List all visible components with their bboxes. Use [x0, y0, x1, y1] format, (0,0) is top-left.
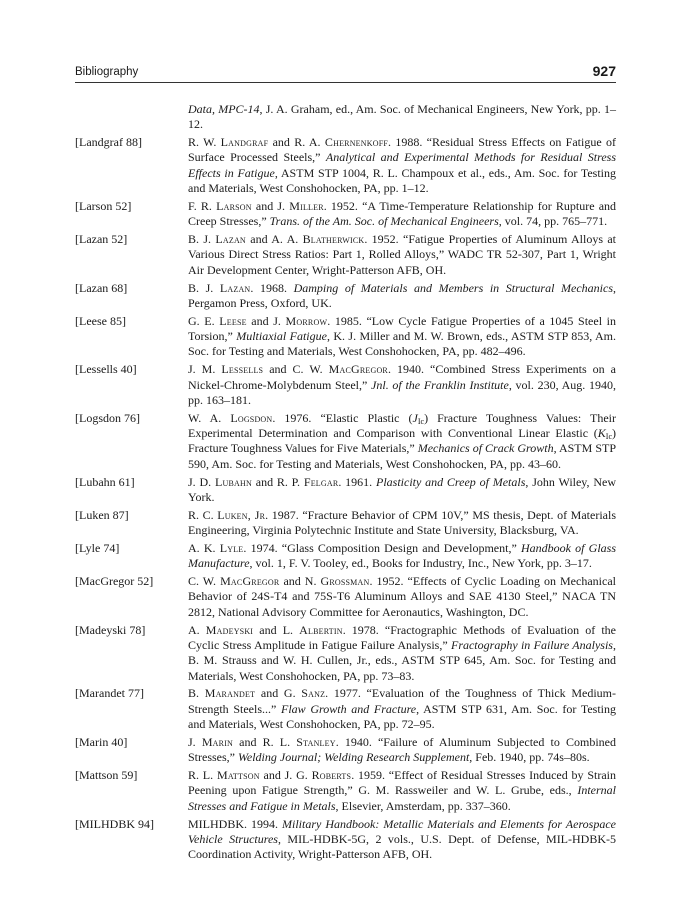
author-name: Albertin: [299, 622, 343, 637]
citation-segment: , John Wiley, New York.: [188, 474, 616, 504]
citation-segment: A. K.: [188, 540, 220, 555]
citation-text: [188, 475, 616, 506]
bibliography-list: [75, 102, 616, 865]
citation-segment: , Elsevier, Amsterdam, pp. 337–360.: [335, 798, 511, 813]
citation-segment: ) Fracture Toughness Values for Five Materials,”: [188, 426, 616, 456]
citation-key: [Lyle 74]: [75, 540, 120, 555]
citation-segment: B. J.: [188, 232, 216, 247]
bibliography-entry: [75, 508, 616, 539]
citation-segment: , MIL-HDBK-5G, 2 vols., U.S. Dept. of Defense, MIL-HDBK-5 Coordination Activity, Wright-Patterson AFB, OH.: [188, 831, 617, 862]
title-text: Jnl. of the Franklin Institute: [371, 377, 509, 392]
citation-key: [Marin 40]: [75, 734, 128, 749]
citation-text: [188, 574, 616, 620]
citation-key: [Luken 87]: [75, 507, 129, 522]
bibliography-entry: [75, 411, 616, 472]
bibliography-entry: [75, 362, 616, 408]
citation-segment: . 1952. “Effects of Cyclic Loading on Mechanical Behavior of 24S-T4 and 75S-T6 Aluminum Alloys and SAE 4130 Steel,” NACA TN 2812, National Advisory Committee for Aeronautics, Washington, DC.: [188, 574, 616, 619]
citation-segment: , vol. 74, pp. 765–771.: [498, 214, 608, 229]
citation-segment: C. W.: [188, 574, 221, 589]
bibliography-entry: [75, 817, 616, 863]
author-name: Lyle: [219, 540, 244, 555]
author-name: Lazan: [219, 280, 251, 295]
citation-segment: , Feb. 1940, pp. 74s–80s.: [469, 750, 590, 765]
title-text: Mechanics of Crack Growth: [417, 441, 554, 456]
citation-segment: . 1968.: [250, 280, 294, 295]
citation-key: [Landgraf 88]: [75, 135, 142, 150]
bibliography-entry: [75, 686, 616, 732]
author-name: Grossman: [320, 574, 370, 589]
author-name: Blatherwick: [302, 232, 365, 247]
citation-segment: and J. G.: [259, 768, 312, 783]
citation-text: [188, 411, 616, 472]
author-name: Chernenkoff: [324, 135, 388, 150]
citation-segment: and J.: [251, 198, 290, 213]
title-text: Trans. of the Am. Soc. of Mechanical Engineers: [269, 214, 499, 229]
citation-segment: and G.: [255, 686, 302, 701]
bibliography-entry: [75, 768, 616, 814]
subscript: Ic: [605, 432, 612, 442]
author-name: Landgraf: [220, 135, 269, 150]
title-text: Data, MPC-14: [188, 102, 260, 116]
citation-key: [Madeyski 78]: [75, 622, 146, 637]
citation-segment: and L.: [253, 622, 300, 637]
citation-segment: , Pergamon Press, Oxford, UK.: [188, 280, 616, 310]
citation-text: [188, 199, 616, 230]
citation-key: [Mattson 59]: [75, 768, 138, 783]
citation-segment: , ASTM STP 1004, R. L. Champoux et al., eds., Am. Soc. for Testing and Materials, West Conshohocken, PA, pp. 1–12.: [188, 165, 617, 196]
subscript: Ic: [417, 416, 425, 426]
author-name: Felgar: [303, 474, 339, 489]
citation-segment: , ASTM STP 631, Am. Soc. for Testing and Materials, West Conshohocken, PA, pp. 72–95.: [188, 701, 616, 731]
citation-segment: , ASTM STP 590, Am. Soc. for Testing and Materials, West Conshohocken, PA, pp. 43–60.: [188, 441, 616, 471]
title-text: Multiaxial Fatigue: [236, 329, 327, 344]
citation-segment: , vol. 230, Aug. 1940, pp. 163–181.: [188, 377, 617, 407]
author-name: Miller: [289, 198, 324, 213]
citation-segment: . 1977. “Evaluation of the Toughness of Thick Medium-Strength Steels...”: [188, 686, 616, 716]
title-text: Welding Journal; Welding Research Supplement: [238, 750, 470, 765]
citation-text: [188, 686, 616, 732]
citation-segment: MILHDBK. 1994.: [188, 816, 283, 831]
author-name: Luken, Jr: [217, 507, 266, 522]
page-number: 927: [592, 63, 616, 79]
citation-segment: , K. J. Miller and M. W. Brown, eds., ASTM STP 853, Am. Soc. for Testing and Materials, West Conshohocken, PA, pp. 482–496.: [188, 329, 616, 359]
citation-key: [MacGregor 52]: [75, 574, 154, 589]
citation-segment: ) Fracture Toughness Values: Their Experimental Determination and Comparison with Conventional Linear Elastic (: [188, 410, 617, 441]
citation-segment: . 1976. “Elastic Plastic (: [272, 410, 413, 425]
citation-segment: R. W.: [188, 135, 221, 150]
author-name: Leese: [219, 313, 247, 328]
bibliography-entry: [75, 574, 616, 620]
citation-text: [188, 135, 616, 196]
title-text: Damping of Materials and Members in Structural Mechanics: [293, 280, 613, 295]
citation-text: [188, 508, 616, 539]
bibliography-entry: [75, 199, 616, 230]
citation-segment: G. E.: [188, 313, 220, 328]
citation-segment: . 1952. “Fatigue Properties of Aluminum Alloys at Various Direct Stress Ratios: Part 1, Rolled Alloys,” WADC TR 52-307, Part 1, Wright Air Development Center, Wright-Patterson AFB, OH.: [188, 232, 616, 277]
bibliography-entry: [75, 135, 616, 196]
citation-segment: and C. W.: [263, 362, 329, 377]
citation-segment: W. A.: [188, 410, 231, 425]
author-name: Madeyski: [205, 622, 254, 637]
citation-segment: , vol. 1, F. V. Tooley, ed., Books for Industry, Inc., New York, pp. 3–17.: [249, 556, 592, 571]
author-name: Logsdon: [230, 410, 273, 425]
citation-text: [188, 314, 616, 360]
citation-text: [188, 623, 616, 684]
citation-segment: , B. M. Strauss and W. H. Cullen, Jr., eds., ASTM STP 645, Am. Soc. for Testing and Materials, West Conshohocken, PA, pp. 73–83.: [188, 637, 616, 683]
citation-segment: F. R.: [188, 198, 217, 213]
citation-segment: R. C.: [188, 507, 218, 522]
page-header: [75, 64, 616, 83]
citation-segment: A.: [188, 622, 206, 637]
title-text: Military Handbook: Metallic Materials and Elements for Aerospace Vehicle Structures: [188, 816, 616, 846]
citation-segment: B.: [188, 686, 205, 701]
bibliography-entry: [75, 232, 616, 278]
citation-segment: R. L.: [188, 768, 217, 783]
citation-segment: . 1987. “Fracture Behavior of CPM 10V,” MS thesis, Dept. of Materials Engineering, Virginia Polytechnic Institute and State University, Blacksburg, VA.: [188, 507, 616, 538]
citation-segment: . 1985. “Low Cycle Fatigue Properties of a 1045 Steel in Torsion,”: [188, 313, 616, 344]
citation-key: [Logsdon 76]: [75, 410, 140, 425]
author-name: Marin: [201, 734, 234, 749]
citation-key: [Leese 85]: [75, 313, 126, 328]
citation-text: [188, 281, 616, 312]
citation-segment: J. D.: [188, 474, 215, 489]
citation-text: [188, 735, 616, 766]
author-name: Morrow: [285, 313, 328, 328]
citation-key: [MILHDBK 94]: [75, 816, 154, 831]
title-text: J: [412, 410, 418, 425]
citation-segment: . 1959. “Effect of Residual Stresses Induced by Strain Peening upon Fatigue Strength,” G. M. Rassweiler and W. L. Grube, eds.,: [188, 768, 616, 798]
citation-segment: . 1940. “Failure of Aluminum Subjected to Combined Stresses,”: [188, 734, 616, 765]
citation-segment: . 1978. “Fractographic Methods of Evaluation of the Cyclic Stress Amplitude in Fatigue Failure Analysis,”: [188, 622, 617, 652]
citation-key: [Lessells 40]: [75, 362, 137, 377]
author-name: Marandet: [204, 686, 256, 701]
citation-segment: and J.: [246, 313, 286, 328]
citation-segment: . 1952. “A Time-Temperature Relationship for Rupture and Creep Stresses,”: [188, 198, 617, 229]
author-name: Larson: [216, 198, 252, 213]
bibliography-entry: [75, 475, 616, 506]
citation-segment: J. M.: [188, 362, 222, 377]
bibliography-entry: [75, 314, 616, 360]
author-name: Lubahn: [214, 474, 252, 489]
title-text: Handbook of Glass Manufacture: [188, 540, 616, 571]
author-name: MacGregor: [328, 362, 388, 377]
bibliography-entry: [75, 623, 616, 684]
author-name: Lessells: [221, 362, 264, 377]
citation-segment: and R. P.: [251, 474, 304, 489]
citation-text: [188, 232, 616, 278]
title-text: Internal Stresses and Fatigue in Metals: [188, 783, 616, 813]
citation-text: [188, 362, 616, 408]
citation-segment: B. J.: [188, 280, 220, 295]
citation-segment: . 1974. “Glass Composition Design and Development,”: [243, 540, 521, 555]
citation-segment: , J. A. Graham, ed., Am. Soc. of Mechanical Engineers, New York, pp. 1–12.: [188, 102, 616, 132]
citation-segment: and A. A.: [245, 232, 303, 247]
citation-segment: and R. A.: [268, 135, 325, 150]
citation-text: [188, 102, 616, 133]
citation-segment: and R. L.: [233, 734, 297, 749]
running-head: Bibliography: [75, 66, 139, 78]
author-name: Lazan: [215, 232, 246, 247]
citation-segment: J.: [188, 734, 202, 749]
citation-segment: . 1940. “Combined Stress Experiments on a Nickel-Chrome-Molybdenum Steel,”: [188, 362, 617, 392]
title-text: K: [597, 426, 606, 441]
citation-key: [Lazan 68]: [75, 280, 128, 295]
author-name: Mattson: [216, 768, 260, 783]
citation-text: [188, 541, 616, 572]
author-name: MacGregor: [220, 574, 280, 589]
citation-text: [188, 768, 616, 814]
citation-key: [Lazan 52]: [75, 232, 128, 247]
bibliography-entry: [75, 102, 616, 133]
bibliography-entry: [75, 281, 616, 312]
title-text: Plasticity and Creep of Metals: [375, 474, 526, 489]
title-text: Flaw Growth and Fracture: [281, 701, 417, 716]
author-name: Stanley: [296, 734, 336, 749]
citation-key: [Marandet 77]: [75, 686, 144, 701]
bibliography-entry: [75, 735, 616, 766]
author-name: Sanz: [301, 686, 326, 701]
author-name: Roberts: [311, 768, 352, 783]
title-text: Fractography in Failure Analysis: [450, 637, 613, 652]
citation-key: [Lubahn 61]: [75, 474, 135, 489]
citation-segment: . 1961.: [338, 474, 376, 489]
citation-segment: and N.: [279, 574, 321, 589]
bibliography-entry: [75, 541, 616, 572]
citation-text: [188, 817, 616, 863]
citation-segment: . 1988. “Residual Stress Effects on Fatigue of Surface Processed Steels,”: [188, 135, 616, 165]
title-text: Analytical and Experimental Methods for Residual Stress Effects in Fatigue: [188, 150, 617, 180]
citation-key: [Larson 52]: [75, 198, 132, 213]
